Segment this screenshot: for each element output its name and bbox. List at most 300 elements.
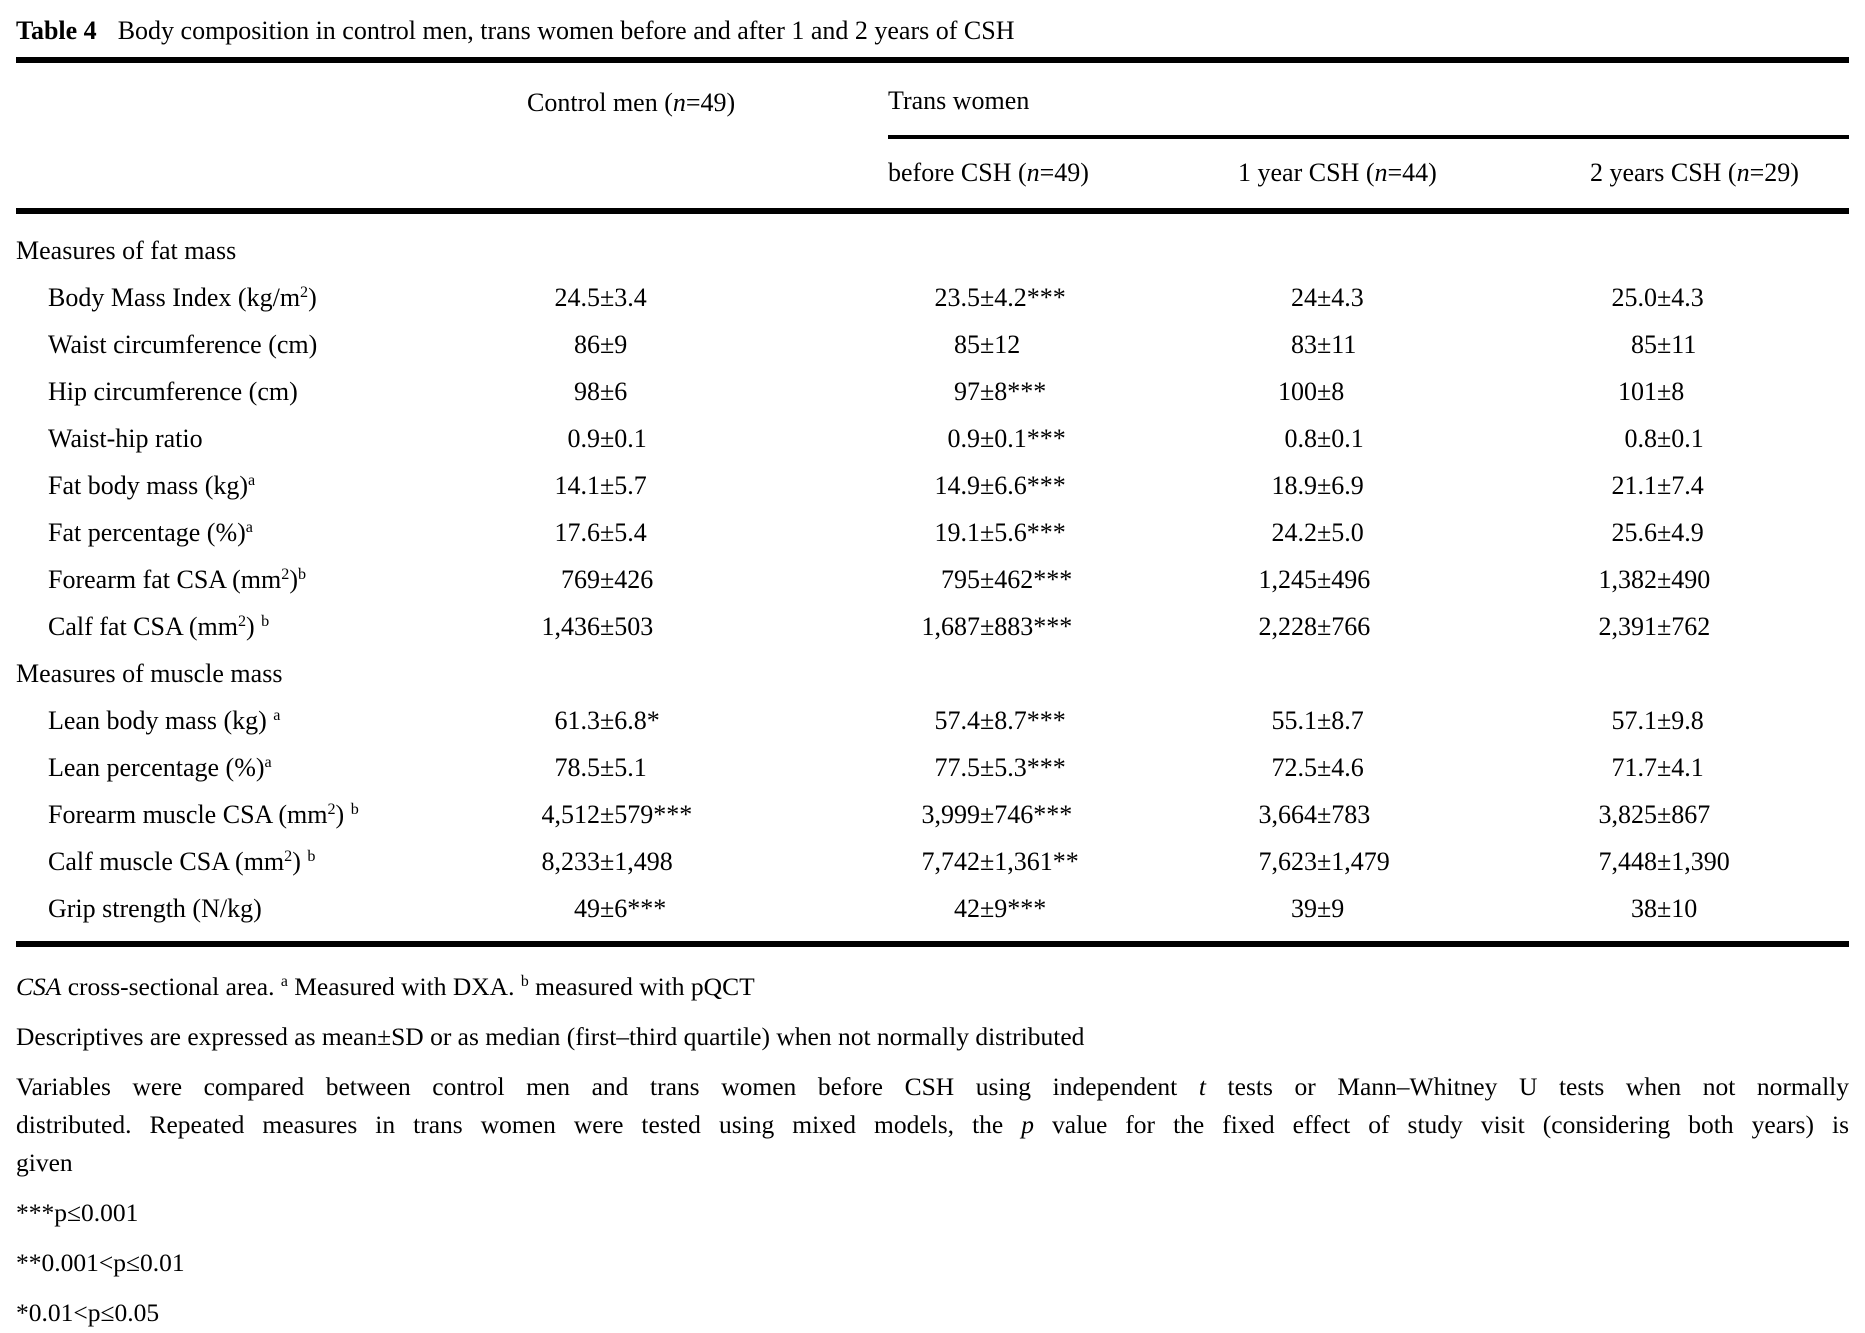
- value-cell: [510, 330, 870, 360]
- value-cell: [870, 518, 1225, 548]
- sd-part: 1,498: [614, 846, 673, 876]
- column-header-2-years-csh: [1590, 156, 1799, 190]
- text-segment: 2 years CSH (: [1590, 158, 1737, 187]
- plus-minus-sign: ±: [1657, 611, 1672, 641]
- sd-part: 4.3: [1671, 282, 1704, 312]
- row-label: [16, 753, 510, 783]
- value-cell: [1225, 706, 1580, 736]
- text-segment: Variables were compared between control men and trans women before CSH using independent: [16, 1072, 1199, 1101]
- sd-part: 9: [1331, 893, 1345, 923]
- column-group-header-trans-women: Trans women: [888, 86, 1030, 115]
- mean-part: 14.9: [934, 470, 980, 500]
- text-segment: Forearm muscle CSA (mm: [48, 799, 328, 829]
- plus-minus-sign: ±: [1657, 893, 1672, 923]
- mean-sd-value: [510, 518, 870, 548]
- mean-part: 0.8: [1624, 423, 1657, 453]
- plus-minus-sign: ±: [980, 705, 995, 735]
- column-header-before-csh: [888, 156, 1089, 190]
- mean-sd-value: [1580, 894, 1849, 924]
- row-label: [16, 565, 510, 595]
- mean-part: 7,448: [1598, 846, 1657, 876]
- table-row: [16, 603, 1849, 650]
- mean-part: 83: [1291, 329, 1317, 359]
- text-segment: =29): [1749, 158, 1799, 187]
- value-cell: [870, 894, 1225, 924]
- value-cell: [1580, 612, 1849, 642]
- row-label: [16, 706, 510, 736]
- value-cell: [1580, 283, 1849, 313]
- mean-sd-value: [1580, 753, 1849, 783]
- superscript-marker: a: [264, 753, 272, 771]
- sd-part: 4.1: [1671, 752, 1704, 782]
- value-cell: [510, 471, 870, 501]
- sd-part: 5.1: [614, 752, 647, 782]
- value-cell: [510, 800, 870, 830]
- value-cell: [510, 518, 870, 548]
- mean-part: 72.5: [1271, 752, 1317, 782]
- sd-part: 9.8: [1671, 705, 1704, 735]
- row-label: [16, 283, 510, 313]
- sd-part: 762: [1671, 611, 1711, 641]
- table-caption-label: Table 4: [16, 16, 97, 45]
- plus-minus-sign: ±: [1317, 329, 1332, 359]
- value-cell: [870, 424, 1225, 454]
- text-segment: given: [16, 1148, 73, 1177]
- value-cell: [1580, 565, 1849, 595]
- sd-part: 5.6***: [994, 517, 1066, 547]
- mean-sd-value: [1225, 518, 1580, 548]
- mean-part: 8,233: [541, 846, 600, 876]
- value-cell: [510, 612, 870, 642]
- text-segment: Waist-hip ratio: [48, 423, 203, 453]
- mean-sd-value: [1225, 471, 1580, 501]
- plus-minus-sign: ±: [1317, 799, 1332, 829]
- plus-minus-sign: ±: [1317, 423, 1332, 453]
- text-segment: ***p≤0.001: [16, 1198, 139, 1227]
- mean-sd-value: [1225, 612, 1580, 642]
- plus-minus-sign: ±: [600, 705, 615, 735]
- mean-part: 7,623: [1258, 846, 1317, 876]
- mean-part: 1,245: [1258, 564, 1317, 594]
- sd-part: 11: [1671, 329, 1697, 359]
- value-cell: [1225, 377, 1580, 407]
- text-segment: Fat body mass (kg): [48, 470, 249, 500]
- mean-part: 77.5: [934, 752, 980, 782]
- sd-part: 867: [1671, 799, 1711, 829]
- sd-part: 6***: [614, 893, 667, 923]
- plus-minus-sign: ±: [600, 423, 615, 453]
- mean-sd-value: [510, 753, 870, 783]
- row-label: [16, 424, 510, 454]
- text-segment: Waist circumference (cm): [48, 329, 318, 359]
- plus-minus-sign: ±: [1657, 517, 1672, 547]
- superscript-marker: a: [280, 973, 288, 991]
- sd-part: 783: [1331, 799, 1371, 829]
- sd-part: 7.4: [1671, 470, 1704, 500]
- sd-part: 8***: [994, 376, 1047, 406]
- sd-part: 766: [1331, 611, 1371, 641]
- superscript-marker: 2: [300, 283, 309, 301]
- superscript-marker: a: [245, 518, 253, 536]
- footnote-abbreviations: [16, 968, 1849, 1006]
- mean-part: 1,687: [921, 611, 980, 641]
- mean-part: 38: [1631, 893, 1657, 923]
- value-cell: [510, 283, 870, 313]
- sd-part: 6: [614, 376, 628, 406]
- mean-sd-value: [510, 800, 870, 830]
- sd-part: 5.7: [614, 470, 647, 500]
- value-cell: [1580, 518, 1849, 548]
- value-cell: [510, 706, 870, 736]
- section-label: [16, 236, 1849, 266]
- value-cell: [510, 424, 870, 454]
- footnote-sig-2-stars: [16, 1244, 1849, 1282]
- mean-part: 21.1: [1611, 470, 1657, 500]
- mean-sd-value: [510, 330, 870, 360]
- value-cell: [1225, 565, 1580, 595]
- table-row: [16, 415, 1849, 462]
- plus-minus-sign: ±: [1657, 376, 1672, 406]
- plus-minus-sign: ±: [1317, 470, 1332, 500]
- mean-part: 49: [574, 893, 600, 923]
- plus-minus-sign: ±: [1657, 705, 1672, 735]
- value-cell: [1580, 330, 1849, 360]
- value-cell: [510, 377, 870, 407]
- value-cell: [870, 706, 1225, 736]
- table-header: [16, 63, 1849, 208]
- mean-sd-value: [870, 753, 1225, 783]
- plus-minus-sign: ±: [1317, 846, 1332, 876]
- superscript-marker: b: [350, 800, 359, 818]
- text-segment: =44): [1387, 158, 1437, 187]
- sd-part: 9: [614, 329, 628, 359]
- table-row: [16, 697, 1849, 744]
- value-cell: [1225, 894, 1580, 924]
- value-cell: [1580, 424, 1849, 454]
- plus-minus-sign: ±: [980, 282, 995, 312]
- text-segment: cross-sectional area.: [61, 972, 281, 1001]
- text-segment: Fat percentage (%): [48, 517, 246, 547]
- value-cell: [870, 753, 1225, 783]
- sd-part: 12: [994, 329, 1021, 359]
- value-cell: [870, 471, 1225, 501]
- text-segment: Body Mass Index (kg/m: [48, 282, 301, 312]
- mean-part: 0.8: [1284, 423, 1317, 453]
- text-segment: n: [1374, 158, 1388, 187]
- sd-part: 6.6***: [994, 470, 1066, 500]
- mean-sd-value: [1225, 424, 1580, 454]
- plus-minus-sign: ±: [1657, 752, 1672, 782]
- plus-minus-sign: ±: [1317, 893, 1332, 923]
- value-cell: [510, 894, 870, 924]
- plus-minus-sign: ±: [1657, 423, 1672, 453]
- value-cell: [1580, 894, 1849, 924]
- mean-sd-value: [1225, 565, 1580, 595]
- column-header-1-year-csh: [1238, 156, 1437, 190]
- superscript-marker: a: [248, 471, 256, 489]
- mean-sd-value: [510, 612, 870, 642]
- plus-minus-sign: ±: [1657, 799, 1672, 829]
- footnote-sig-1-star: [16, 1294, 1849, 1332]
- text-segment: n: [1736, 158, 1750, 187]
- mean-sd-value: [1580, 565, 1849, 595]
- mean-part: 71.7: [1611, 752, 1657, 782]
- sd-part: 6.9: [1331, 470, 1364, 500]
- plus-minus-sign: ±: [980, 799, 995, 829]
- sd-part: 579***: [614, 799, 693, 829]
- trans-women-group-rule: [888, 135, 1849, 139]
- sd-part: 5.4: [614, 517, 647, 547]
- mean-sd-value: [870, 565, 1225, 595]
- sd-part: 883***: [994, 611, 1073, 641]
- text-segment: Lean body mass (kg): [48, 705, 274, 735]
- mean-part: 2,228: [1258, 611, 1317, 641]
- table-row: [16, 885, 1849, 932]
- mean-part: 18.9: [1271, 470, 1317, 500]
- table-row: [16, 838, 1849, 885]
- sd-part: 490: [1671, 564, 1711, 594]
- plus-minus-sign: ±: [980, 517, 995, 547]
- mean-sd-value: [870, 518, 1225, 548]
- sd-part: 462***: [994, 564, 1073, 594]
- mean-part: 3,999: [921, 799, 980, 829]
- text-segment: CSA: [16, 972, 62, 1001]
- text-segment: before CSH (: [888, 158, 1027, 187]
- value-cell: [1580, 800, 1849, 830]
- sd-part: 5.3***: [994, 752, 1066, 782]
- mean-sd-value: [870, 894, 1225, 924]
- table-row: [16, 791, 1849, 838]
- value-cell: [510, 753, 870, 783]
- sd-part: 8.7***: [994, 705, 1066, 735]
- plus-minus-sign: ±: [1657, 564, 1672, 594]
- text-segment: Descriptives are expressed as mean±SD or as median (first–third quartile) when not normally distributed: [16, 1022, 1085, 1051]
- plus-minus-sign: ±: [1317, 752, 1332, 782]
- mean-sd-value: [1225, 847, 1580, 877]
- mean-part: 1,382: [1598, 564, 1657, 594]
- text-segment: Grip strength (N/kg): [48, 893, 262, 923]
- mean-part: 24: [1291, 282, 1317, 312]
- mean-part: 61.3: [554, 705, 600, 735]
- text-segment: tests or Mann–Whitney U tests when not normally: [1205, 1072, 1849, 1101]
- table-row: [16, 462, 1849, 509]
- mean-part: 14.1: [554, 470, 600, 500]
- plus-minus-sign: ±: [1657, 282, 1672, 312]
- mean-sd-value: [870, 283, 1225, 313]
- table-footnotes: [16, 947, 1849, 1332]
- sd-part: 496: [1331, 564, 1371, 594]
- sd-part: 426: [614, 564, 654, 594]
- text-segment: p: [1021, 1110, 1035, 1139]
- mean-part: 1,436: [541, 611, 600, 641]
- row-label: [16, 612, 510, 642]
- mean-sd-value: [870, 800, 1225, 830]
- sd-part: 0.1: [1671, 423, 1704, 453]
- text-segment: t: [1198, 1072, 1206, 1101]
- plus-minus-sign: ±: [980, 752, 995, 782]
- value-cell: [1580, 847, 1849, 877]
- mean-part: 0.9: [947, 423, 980, 453]
- sd-part: 6.8*: [614, 705, 660, 735]
- mean-sd-value: [870, 706, 1225, 736]
- text-segment: Hip circumference (cm): [48, 376, 298, 406]
- plus-minus-sign: ±: [1317, 705, 1332, 735]
- mean-sd-value: [1580, 283, 1849, 313]
- superscript-marker: a: [273, 706, 281, 724]
- mean-sd-value: [1580, 800, 1849, 830]
- value-cell: [870, 377, 1225, 407]
- mean-part: 42: [954, 893, 980, 923]
- plus-minus-sign: ±: [1657, 470, 1672, 500]
- footnote-line: [16, 1068, 1849, 1106]
- value-cell: [510, 565, 870, 595]
- footnote-statistics: [16, 1068, 1849, 1182]
- plus-minus-sign: ±: [600, 846, 615, 876]
- sd-part: 746***: [994, 799, 1073, 829]
- table-row: [16, 744, 1849, 791]
- value-cell: [1225, 471, 1580, 501]
- sd-part: 1,479: [1331, 846, 1390, 876]
- sd-part: 10: [1671, 893, 1698, 923]
- mean-part: 25.6: [1611, 517, 1657, 547]
- footnote-sig-3-stars: [16, 1194, 1849, 1232]
- mean-sd-value: [1580, 471, 1849, 501]
- text-segment: 1 year CSH (: [1238, 158, 1375, 187]
- plus-minus-sign: ±: [1657, 846, 1672, 876]
- mean-sd-value: [510, 894, 870, 924]
- mean-part: 0.9: [567, 423, 600, 453]
- mean-sd-value: [870, 424, 1225, 454]
- plus-minus-sign: ±: [980, 423, 995, 453]
- plus-minus-sign: ±: [1317, 282, 1332, 312]
- superscript-marker: 2: [281, 565, 290, 583]
- text-segment: =49): [1039, 158, 1089, 187]
- text-segment: ): [335, 799, 351, 829]
- sd-part: 4.3: [1331, 282, 1364, 312]
- superscript-marker: 2: [237, 612, 246, 630]
- text-segment: Lean percentage (%): [48, 752, 265, 782]
- sd-part: 4.2***: [994, 282, 1066, 312]
- superscript-marker: b: [520, 973, 529, 991]
- mean-sd-value: [1225, 894, 1580, 924]
- plus-minus-sign: ±: [600, 752, 615, 782]
- mean-sd-value: [1580, 612, 1849, 642]
- value-cell: [1225, 612, 1580, 642]
- plus-minus-sign: ±: [1317, 564, 1332, 594]
- mean-part: 769: [561, 564, 600, 594]
- sd-part: 0.1***: [994, 423, 1066, 453]
- mean-sd-value: [1225, 753, 1580, 783]
- mean-sd-value: [870, 377, 1225, 407]
- value-cell: [1580, 706, 1849, 736]
- mean-part: 100: [1278, 376, 1317, 406]
- value-cell: [1225, 753, 1580, 783]
- mean-sd-value: [510, 847, 870, 877]
- mean-part: 3,664: [1258, 799, 1317, 829]
- plus-minus-sign: ±: [1657, 329, 1672, 359]
- footnote-line: [16, 1106, 1849, 1144]
- mean-part: 25.0: [1611, 282, 1657, 312]
- sd-part: 503: [614, 611, 654, 641]
- value-cell: [1225, 424, 1580, 454]
- mean-part: 86: [574, 329, 600, 359]
- row-label: [16, 518, 510, 548]
- mean-part: 85: [954, 329, 980, 359]
- table-body: [16, 214, 1849, 941]
- sd-part: 4.6: [1331, 752, 1364, 782]
- mean-part: 55.1: [1271, 705, 1317, 735]
- text-segment: Measured with DXA.: [287, 972, 521, 1001]
- value-cell: [1225, 330, 1580, 360]
- column-header-control-men: [527, 86, 735, 120]
- sd-part: 1,390: [1671, 846, 1730, 876]
- text-segment: Calf muscle CSA (mm: [48, 846, 285, 876]
- mean-sd-value: [1225, 800, 1580, 830]
- mean-sd-value: [1225, 283, 1580, 313]
- plus-minus-sign: ±: [600, 329, 615, 359]
- plus-minus-sign: ±: [600, 376, 615, 406]
- plus-minus-sign: ±: [980, 893, 995, 923]
- plus-minus-sign: ±: [1317, 611, 1332, 641]
- superscript-marker: 2: [327, 800, 336, 818]
- value-cell: [870, 283, 1225, 313]
- plus-minus-sign: ±: [980, 470, 995, 500]
- mean-part: 17.6: [554, 517, 600, 547]
- plus-minus-sign: ±: [600, 893, 615, 923]
- value-cell: [1580, 471, 1849, 501]
- mean-sd-value: [1580, 424, 1849, 454]
- value-cell: [1225, 800, 1580, 830]
- row-label: [16, 800, 510, 830]
- superscript-marker: b: [298, 565, 307, 583]
- value-cell: [510, 847, 870, 877]
- value-cell: [870, 800, 1225, 830]
- text-segment: ): [308, 282, 317, 312]
- text-segment: **0.001<p≤0.01: [16, 1248, 185, 1277]
- text-segment: Calf fat CSA (mm: [48, 611, 238, 641]
- section-label: [16, 659, 1849, 689]
- mean-sd-value: [1580, 518, 1849, 548]
- table-row: [16, 321, 1849, 368]
- footnote-descriptives: [16, 1018, 1849, 1056]
- mean-part: 24.2: [1271, 517, 1317, 547]
- sd-part: 8: [1331, 376, 1345, 406]
- mean-sd-value: [510, 424, 870, 454]
- sd-part: 9***: [994, 893, 1047, 923]
- mean-sd-value: [1225, 377, 1580, 407]
- mean-part: 39: [1291, 893, 1317, 923]
- plus-minus-sign: ±: [980, 846, 995, 876]
- text-segment: distributed. Repeated measures in trans women were tested using mixed models, the: [16, 1110, 1022, 1139]
- plus-minus-sign: ±: [980, 376, 995, 406]
- mean-sd-value: [870, 471, 1225, 501]
- table-caption-text: Body composition in control men, trans women before and after 1 and 2 years of CSH: [117, 16, 1015, 45]
- mean-part: 7,742: [921, 846, 980, 876]
- text-segment: ): [246, 611, 262, 641]
- row-label: [16, 471, 510, 501]
- mean-part: 57.1: [1611, 705, 1657, 735]
- section-row: [16, 227, 1849, 274]
- plus-minus-sign: ±: [600, 799, 615, 829]
- plus-minus-sign: ±: [1317, 517, 1332, 547]
- text-segment: Forearm fat CSA (mm: [48, 564, 282, 594]
- mean-part: 57.4: [934, 705, 980, 735]
- text-segment: ): [289, 564, 298, 594]
- value-cell: [870, 330, 1225, 360]
- value-cell: [1580, 753, 1849, 783]
- mean-part: 19.1: [934, 517, 980, 547]
- mean-part: 795: [941, 564, 980, 594]
